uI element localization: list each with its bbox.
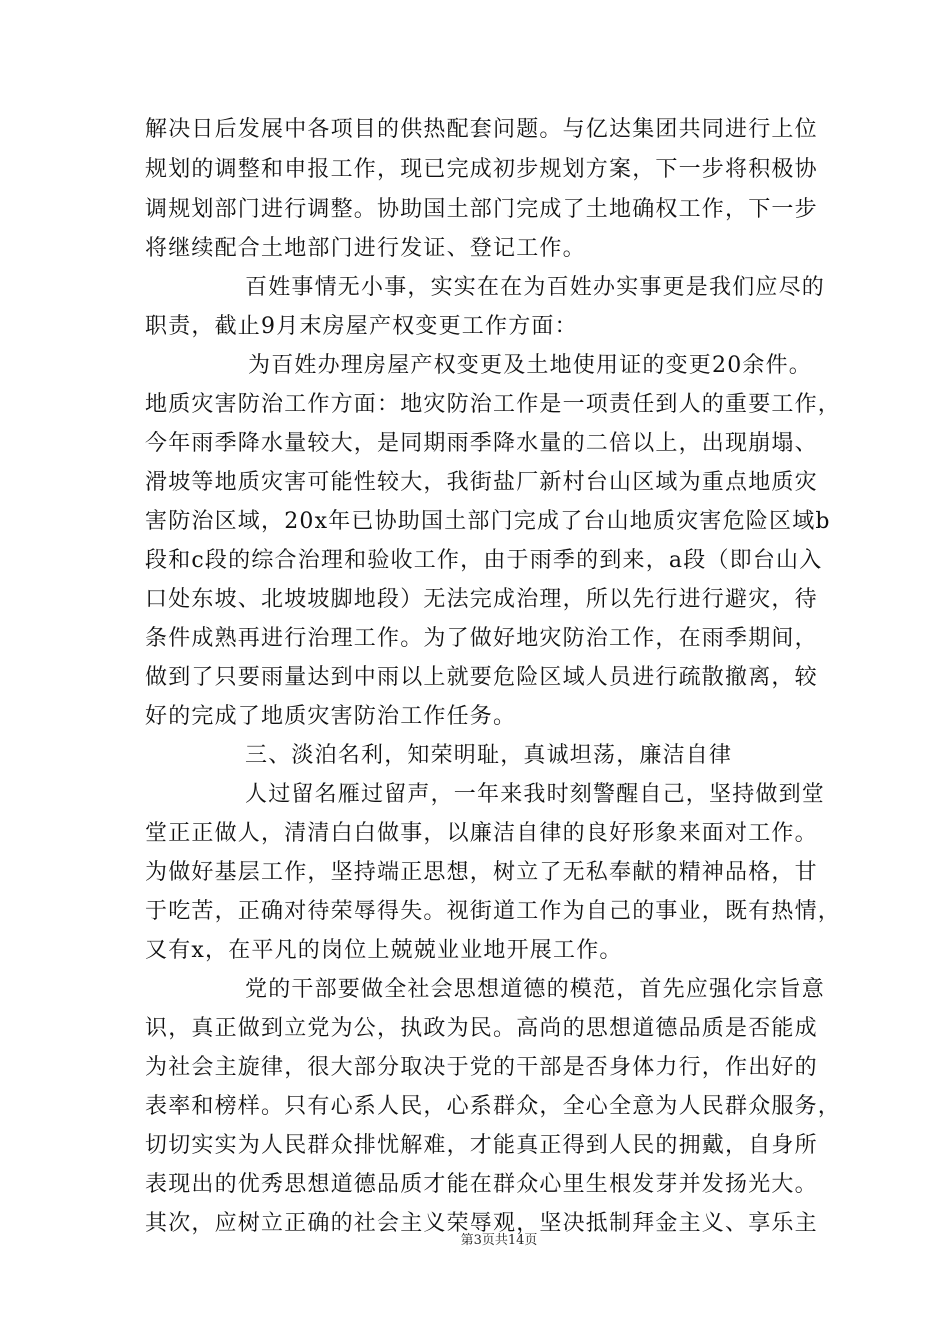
text-line: 口处东坡、北坡坡脚地段）无法完成治理，所以先行进行避灾，待 xyxy=(145,587,818,612)
paragraph-start-line: 为百姓办理房屋产权变更及土地使用证的变更20余件。 xyxy=(248,353,812,378)
text-line: 地质灾害防治工作方面：地灾防治工作是一项责任到人的重要工作， xyxy=(145,392,842,417)
text-line: 调规划部门进行调整。协助国土部门完成了土地确权工作，下一步 xyxy=(145,197,818,222)
paragraph-start-line: 人过留名雁过留声，一年来我时刻警醒自己，坚持做到堂 xyxy=(245,782,826,807)
text-line: 表现出的优秀思想道德品质才能在群众心里生根发芽并发扬光大。 xyxy=(145,1172,818,1197)
paragraph-start-line: 党的干部要做全社会思想道德的模范，首先应强化宗旨意 xyxy=(245,977,826,1002)
text-line: 职责，截止9月末房屋产权变更工作方面： xyxy=(145,314,578,339)
text-line: 条件成熟再进行治理工作。为了做好地灾防治工作，在雨季期间， xyxy=(145,626,818,651)
text-line: 害防治区域，20x年已协助国土部门完成了台山地质灾害危险区域b xyxy=(145,509,831,534)
page-number-footer: 第3页共14页 xyxy=(460,1233,538,1248)
text-line: 今年雨季降水量较大，是同期雨季降水量的二倍以上，出现崩塌、 xyxy=(145,431,818,456)
text-line: 又有x，在平凡的岗位上兢兢业业地开展工作。 xyxy=(145,938,623,963)
text-line: 其次，应树立正确的社会主义荣辱观，坚决抵制拜金主义、享乐主 xyxy=(145,1211,818,1236)
text-line: 为做好基层工作，坚持端正思想，树立了无私奉献的精神品格，甘 xyxy=(145,860,818,885)
text-line: 识，真正做到立党为公，执政为民。高尚的思想道德品质是否能成 xyxy=(145,1016,818,1041)
text-line: 于吃苦，正确对待荣辱得失。视街道工作为自己的事业，既有热情， xyxy=(145,899,842,924)
text-line: 做到了只要雨量达到中雨以上就要危险区域人员进行疏散撤离，较 xyxy=(145,665,818,690)
text-line: 解决日后发展中各项目的供热配套问题。与亿达集团共同进行上位 xyxy=(145,117,818,142)
text-line: 堂正正做人，清清白白做事，以廉洁自律的良好形象来面对工作。 xyxy=(145,821,818,846)
text-line: 规划的调整和申报工作，现已完成初步规划方案，下一步将积极协 xyxy=(145,157,818,182)
text-line: 表率和榜样。只有心系人民，心系群众，全心全意为人民群众服务， xyxy=(145,1094,842,1119)
text-line: 滑坡等地质灾害可能性较大，我街盐厂新村台山区域为重点地质灾 xyxy=(145,470,818,495)
text-line: 为社会主旋律，很大部分取决于党的干部是否身体力行，作出好的 xyxy=(145,1055,818,1080)
text-line: 将继续配合土地部门进行发证、登记工作。 xyxy=(145,236,586,261)
text-line: 切切实实为人民群众排忧解难，才能真正得到人民的拥戴，自身所 xyxy=(145,1133,818,1158)
text-line: 段和c段的综合治理和验收工作，由于雨季的到来，a段（即台山入 xyxy=(145,548,823,573)
text-line: 好的完成了地质灾害防治工作任务。 xyxy=(145,704,517,729)
section-heading: 三、淡泊名利，知荣明耻，真诚坦荡，廉洁自律 xyxy=(245,743,733,768)
paragraph-start-line: 百姓事情无小事，实实在在为百姓办实事更是我们应尽的 xyxy=(245,275,826,300)
